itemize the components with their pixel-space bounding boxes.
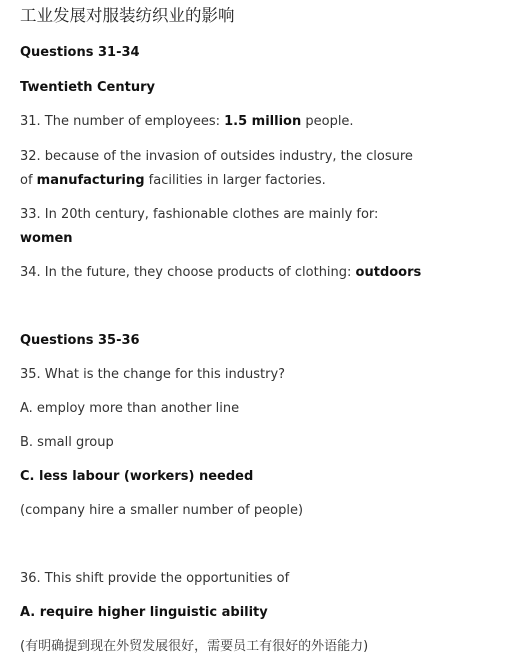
subheading-twentieth-century: Twentieth Century — [20, 80, 155, 95]
question-31 — [20, 113, 354, 131]
page-title: 工业发展对服装纺织业的影响 — [20, 6, 235, 25]
answer-33: women — [20, 231, 73, 246]
option-36-a-answer: A. require higher linguistic ability — [20, 605, 268, 620]
question-34 — [20, 264, 421, 282]
note-36: (有明确提到现在外贸发展很好，需要员工有很好的外语能力) — [20, 639, 369, 654]
question-34-text: 34. In the future, they choose products of clothing: — [20, 265, 356, 280]
question-31-suffix: people. — [301, 114, 354, 129]
question-33: 33. In 20th century, fashionable clothes are mainly for: — [20, 207, 379, 222]
option-35-c-answer: C. less labour (workers) needed — [20, 469, 254, 484]
note-35: (company hire a smaller number of people) — [20, 503, 304, 518]
section-heading-31-34: Questions 31-34 — [20, 45, 140, 60]
question-32-line2 — [20, 172, 326, 190]
answer-32: manufacturing — [36, 173, 145, 188]
section-heading-35-36: Questions 35-36 — [20, 333, 140, 348]
option-35-a: A. employ more than another line — [20, 401, 240, 416]
question-32-line1: 32. because of the invasion of outsides industry, the closure — [20, 149, 413, 164]
answer-31: 1.5 million — [224, 114, 302, 129]
question-32-suffix: facilities in larger factories. — [144, 173, 326, 188]
question-32-prefix: of — [20, 173, 37, 188]
question-36: 36. This shift provide the opportunities of — [20, 571, 290, 586]
question-31-text: 31. The number of employees: — [20, 114, 225, 129]
question-35: 35. What is the change for this industry? — [20, 367, 286, 382]
option-35-b: B. small group — [20, 435, 114, 450]
answer-34: outdoors — [355, 265, 422, 280]
